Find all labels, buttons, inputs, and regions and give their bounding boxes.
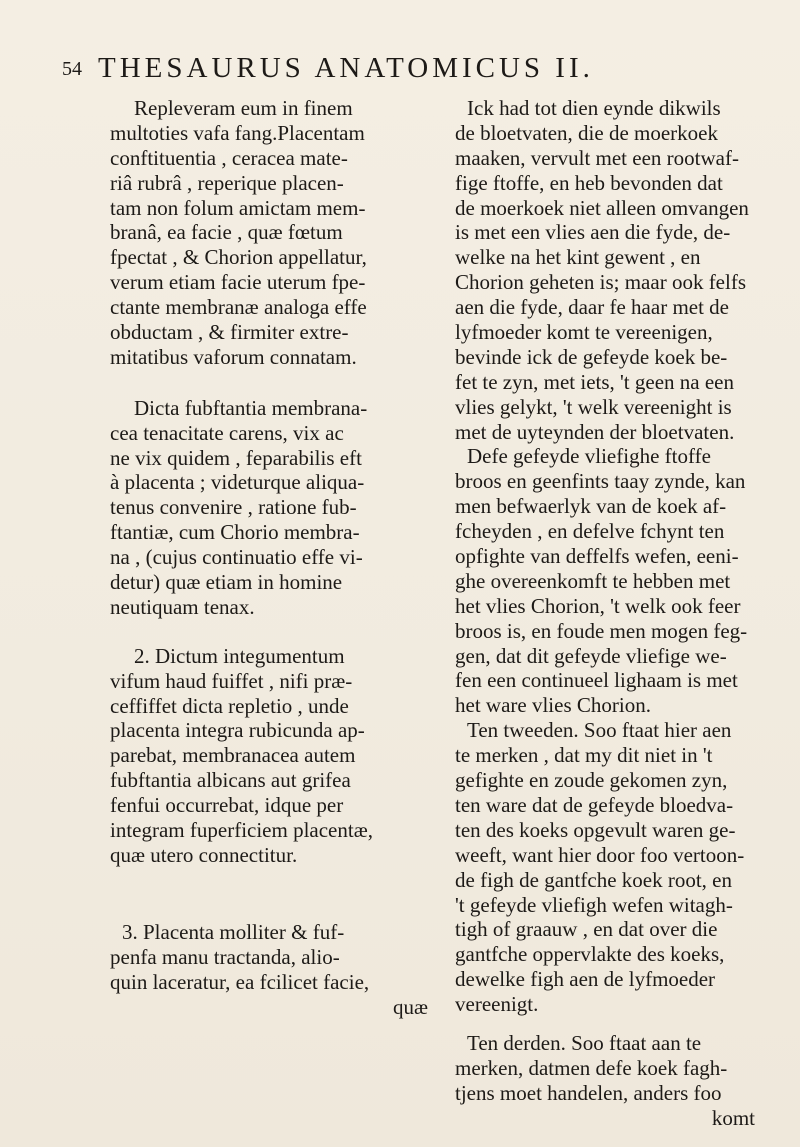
text-line: quæ utero connectitur.	[110, 842, 298, 867]
text-line: tenus convenire , ratione fub-	[110, 495, 357, 520]
text-line: het ware vlies Chorion.	[455, 693, 651, 718]
text-line: bevinde ick de gefeyde koek be-	[455, 344, 728, 369]
text-line: riâ rubrâ , reperique placen-	[110, 170, 344, 195]
text-line: neutiquam tenax.	[110, 594, 255, 619]
text-line: ftantiæ, cum Chorio membra-	[110, 520, 360, 545]
text-line: placenta integra rubicunda ap-	[110, 718, 365, 743]
text-line: branâ, ea facie , quæ fœtum	[110, 220, 343, 245]
latin-paragraph-1	[110, 96, 440, 370]
text-line: multoties vafa fang.Placentam	[110, 120, 365, 145]
text-line: men befwaerlyk van de koek af-	[455, 494, 727, 519]
text-line: ten ware dat de gefeyde bloedva-	[455, 792, 734, 817]
dutch-paragraph-1	[455, 96, 785, 444]
catchword: quæ	[392, 994, 428, 1019]
text-line: fpectat , & Chorion appellatur,	[110, 245, 367, 270]
text-line: na , (cujus continuatio effe vi-	[110, 545, 363, 570]
text-line: maaken, vervult met een rootwaf-	[455, 145, 739, 170]
text-line: ten des koeks opgevult waren ge-	[455, 817, 736, 842]
text-line: cea tenacitate carens, vix ac	[110, 420, 344, 445]
text-line: fet te zyn, met iets, 't geen na een	[455, 369, 734, 394]
text-line: ceffiffet dicta repletio , unde	[110, 693, 349, 718]
text-line: broos is, en foude men mogen feg-	[455, 618, 748, 643]
text-line: aen die fyde, daar fe haar met de	[455, 295, 730, 320]
latin-paragraph-4	[110, 920, 440, 1020]
text-line: quin laceratur, ea fcilicet facie,	[110, 969, 370, 994]
text-line: 't gefeyde vliefigh wefen witagh-	[455, 892, 733, 917]
text-line: tigh of graauw , en dat over die	[455, 917, 718, 942]
text-line: de moerkoek niet alleen omvangen	[455, 195, 749, 220]
latin-paragraph-3	[110, 644, 440, 868]
text-line: fcheyden , en defelve fchynt ten	[455, 519, 725, 544]
text-line: fen een continueel lighaam is met	[455, 668, 738, 693]
text-line: mitatibus vaforum connatam.	[110, 344, 357, 369]
text-line: Dicta fubftantia membrana-	[134, 395, 368, 420]
text-line: 3. Placenta molliter & fuf-	[122, 919, 345, 944]
text-line: gefighte en zoude gekomen zyn,	[455, 768, 728, 793]
text-line: ctante membranæ analoga effe	[110, 295, 367, 320]
catchword: komt	[711, 1105, 755, 1130]
text-line: opfighte van deffelfs wefen, eeni-	[455, 544, 739, 569]
text-line: dewelke figh aen de lyfmoeder	[455, 967, 716, 992]
text-line: de bloetvaten, die de moerkoek	[455, 120, 718, 145]
text-line: detur) quæ etiam in homine	[110, 570, 343, 595]
text-line: vlies gelykt, 't welk vereenight is	[455, 394, 732, 419]
text-line: fige ftoffe, en heb bevonden dat	[455, 170, 723, 195]
text-line: het vlies Chorion, 't welk ook feer	[455, 593, 741, 618]
text-line: integram fuperficiem placentæ,	[110, 818, 373, 843]
text-line: de figh de gantfche koek root, en	[455, 867, 732, 892]
text-line: is met een vlies aen die fyde, de-	[455, 220, 731, 245]
text-line: fenfui occurrebat, idque per	[110, 793, 344, 818]
text-line: ne vix quidem , feparabilis eft	[110, 445, 362, 470]
text-line: tam non folum amictam mem-	[110, 195, 366, 220]
header-title: THESAURUS ANATOMICUS II.	[98, 52, 594, 84]
latin-paragraph-2	[110, 396, 440, 620]
text-line: parebat, membranacea autem	[110, 743, 356, 768]
text-line: Repleveram eum in finem	[134, 96, 353, 120]
text-line: verum etiam facie uterum fpe-	[110, 270, 366, 295]
text-line: te merken , dat my dit niet in 't	[455, 743, 713, 768]
dutch-paragraph-2	[455, 444, 785, 718]
dutch-paragraph-4	[455, 1031, 785, 1131]
text-line: broos en geenfints taay zynde, kan	[455, 469, 746, 494]
latin-column	[110, 96, 440, 1019]
text-line: lyfmoeder komt te vereenigen,	[455, 320, 713, 345]
text-line: obductam , & firmiter extre-	[110, 320, 349, 345]
text-line: gen, dat dit gefeyde vliefige we-	[455, 643, 727, 668]
text-line: Chorion geheten is; maar ook felfs	[455, 270, 747, 295]
text-line: Defe gefeyde vliefighe ftoffe	[467, 444, 711, 469]
text-line: Ick had tot dien eynde dikwils	[467, 96, 721, 120]
text-line: à placenta ; videturque aliqua-	[110, 470, 365, 495]
text-line: welke na het kint gewent , en	[455, 245, 701, 270]
text-line: met de uyteynden der bloetvaten.	[455, 419, 735, 444]
text-line: vifum haud fuiffet , nifi præ-	[110, 668, 353, 693]
text-line: fubftantia albicans aut grifea	[110, 768, 351, 793]
text-line: penfa manu tractanda, alio-	[110, 944, 340, 969]
text-line: ghe overeenkomft te hebben met	[455, 568, 731, 593]
text-line: Ten tweeden. Soo ftaat hier aen	[467, 718, 732, 743]
text-line: Ten derden. Soo ftaat aan te	[467, 1030, 702, 1055]
running-head	[62, 52, 782, 92]
page-number: 54	[62, 58, 82, 80]
text-line: merken, datmen defe koek fagh-	[455, 1055, 728, 1080]
text-line: tjens moet handelen, anders foo	[455, 1080, 722, 1105]
text-line: gantfche oppervlakte des koeks,	[455, 942, 725, 967]
text-line: vereenigt.	[455, 992, 539, 1017]
text-line: 2. Dictum integumentum	[134, 643, 345, 668]
text-line: weeft, want hier door foo vertoon-	[455, 842, 745, 867]
dutch-column	[455, 96, 785, 1131]
dutch-paragraph-3	[455, 718, 785, 1017]
text-line: conftituentia , ceracea mate-	[110, 145, 348, 170]
